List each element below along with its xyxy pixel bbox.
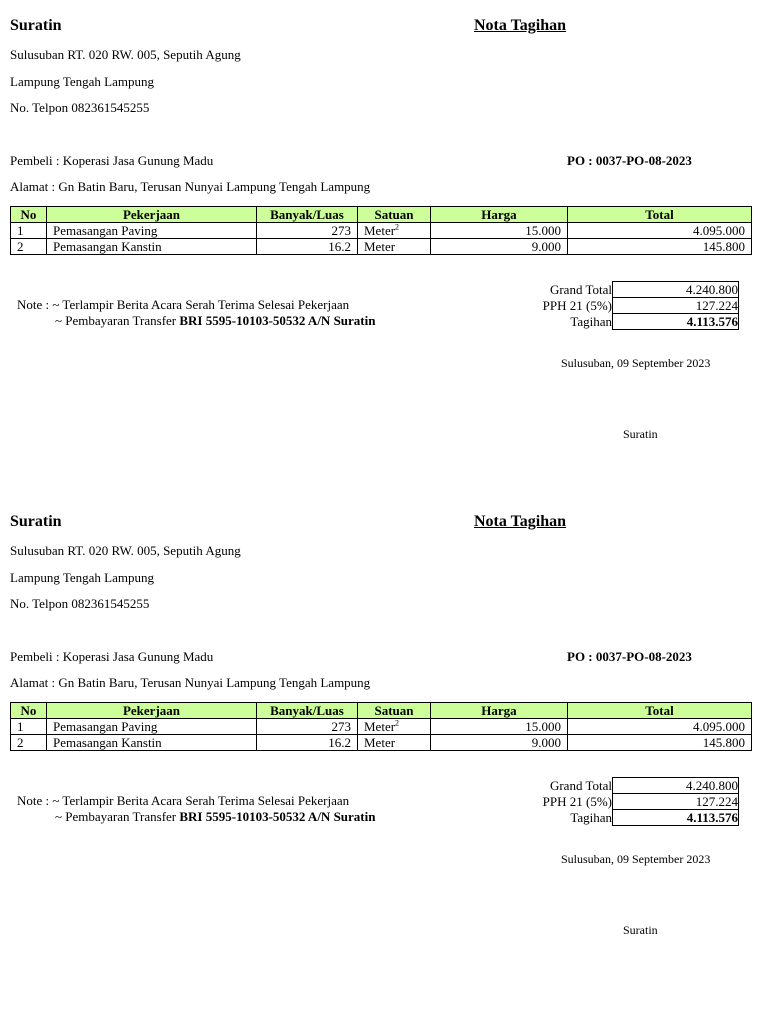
date-line: Sulusuban, 09 September 2023 — [561, 852, 711, 866]
tagihan-value: 4.113.576 — [613, 314, 739, 330]
po-number: PO : 0037-PO-08-2023 — [567, 649, 692, 664]
satuan-text: Meter — [364, 735, 396, 750]
signature-name: Suratin — [623, 923, 658, 937]
po-number: PO : 0037-PO-08-2023 — [567, 153, 692, 168]
buyer-line: Pembeli : Koperasi Jasa Gunung Madu — [10, 153, 214, 168]
cell-total: 4.095.000 — [568, 223, 752, 239]
cell-satuan — [358, 239, 431, 255]
note-line1: Note : ~ Terlampir Berita Acara Serah Terima Selesai Pekerjaan — [17, 297, 350, 312]
document-title: Nota Tagihan — [474, 17, 567, 34]
table-row — [11, 223, 752, 239]
pph-value: 127.224 — [613, 794, 739, 810]
tagihan-label: Tagihan — [570, 810, 612, 825]
header-total: Total — [568, 703, 752, 719]
buyer-address: Alamat : Gn Batin Baru, Terusan Nunyai Lampung Tengah Lampung — [10, 179, 371, 194]
header-no: No — [11, 703, 47, 719]
pph-value: 127.224 — [613, 298, 739, 314]
pph-label: PPH 21 (5%) — [542, 298, 612, 313]
buyer-line: Pembeli : Koperasi Jasa Gunung Madu — [10, 649, 214, 664]
header-no: No — [11, 207, 47, 223]
cell-no: 2 — [11, 735, 47, 751]
grand-total-label: Grand Total — [549, 778, 612, 793]
cell-banyak: 273 — [257, 719, 358, 735]
cell-harga: 9.000 — [431, 735, 568, 751]
cell-harga: 15.000 — [431, 719, 568, 735]
buyer-address: Alamat : Gn Batin Baru, Terusan Nunyai Lampung Tengah Lampung — [10, 675, 371, 690]
tagihan-label: Tagihan — [570, 314, 612, 329]
tagihan-value: 4.113.576 — [613, 810, 739, 826]
company-address-line2: Lampung Tengah Lampung — [10, 570, 154, 585]
grand-total-row — [520, 778, 739, 794]
company-address-line1: Sulusuban RT. 020 RW. 005, Seputih Agung — [10, 47, 241, 62]
header-satuan: Satuan — [358, 703, 431, 719]
cell-harga: 9.000 — [431, 239, 568, 255]
bank-account: BRI 5595-10103-50532 A/N Suratin — [179, 313, 376, 328]
bank-account: BRI 5595-10103-50532 A/N Suratin — [179, 809, 376, 824]
invoice-copy-2 — [0, 496, 768, 992]
totals-table — [520, 281, 739, 330]
table-row — [11, 735, 752, 751]
grand-total-value: 4.240.800 — [613, 778, 739, 794]
table-header-row — [11, 207, 752, 223]
cell-pekerjaan: Pemasangan Paving — [47, 719, 257, 735]
header-banyak-luas: Banyak/Luas — [257, 703, 358, 719]
company-name: Suratin — [10, 513, 62, 530]
table-row — [11, 719, 752, 735]
header-pekerjaan: Pekerjaan — [47, 703, 257, 719]
cell-no: 1 — [11, 719, 47, 735]
cell-banyak: 273 — [257, 223, 358, 239]
company-phone: No. Telpon 082361545255 — [10, 596, 150, 611]
tagihan-row — [520, 810, 739, 826]
header-total: Total — [568, 207, 752, 223]
date-line: Sulusuban, 09 September 2023 — [561, 356, 711, 370]
note-line2-prefix: ~ Pembayaran Transfer — [55, 809, 180, 824]
cell-pekerjaan: Pemasangan Paving — [47, 223, 257, 239]
cell-harga: 15.000 — [431, 223, 568, 239]
note-line2 — [55, 313, 375, 329]
note-line2 — [55, 809, 375, 825]
cell-banyak: 16.2 — [257, 735, 358, 751]
table-row — [11, 239, 752, 255]
header-harga: Harga — [431, 703, 568, 719]
tagihan-row — [520, 314, 739, 330]
note-line2-prefix: ~ Pembayaran Transfer — [55, 313, 180, 328]
items-table — [10, 702, 752, 751]
company-address-line1: Sulusuban RT. 020 RW. 005, Seputih Agung — [10, 543, 241, 558]
totals-table — [520, 777, 739, 826]
satuan-superscript: 2 — [395, 718, 400, 728]
cell-satuan — [358, 223, 431, 239]
satuan-text: Meter — [364, 719, 396, 734]
invoice-copy-1 — [0, 0, 768, 496]
company-address-line2: Lampung Tengah Lampung — [10, 74, 154, 89]
items-table — [10, 206, 752, 255]
pph-row — [520, 794, 739, 810]
cell-no: 1 — [11, 223, 47, 239]
signature-name: Suratin — [623, 427, 658, 441]
satuan-text: Meter — [364, 239, 396, 254]
cell-satuan — [358, 719, 431, 735]
header-satuan: Satuan — [358, 207, 431, 223]
cell-satuan — [358, 735, 431, 751]
table-header-row — [11, 703, 752, 719]
company-phone: No. Telpon 082361545255 — [10, 100, 150, 115]
satuan-text: Meter — [364, 223, 396, 238]
cell-pekerjaan: Pemasangan Kanstin — [47, 735, 257, 751]
header-banyak-luas: Banyak/Luas — [257, 207, 358, 223]
satuan-superscript: 2 — [395, 222, 400, 232]
cell-total: 145.800 — [568, 735, 752, 751]
cell-total: 145.800 — [568, 239, 752, 255]
pph-row — [520, 298, 739, 314]
header-harga: Harga — [431, 207, 568, 223]
note-line1: Note : ~ Terlampir Berita Acara Serah Terima Selesai Pekerjaan — [17, 793, 350, 808]
grand-total-label: Grand Total — [549, 282, 612, 297]
document-title: Nota Tagihan — [474, 513, 567, 530]
header-pekerjaan: Pekerjaan — [47, 207, 257, 223]
cell-total: 4.095.000 — [568, 719, 752, 735]
company-name: Suratin — [10, 17, 62, 34]
grand-total-value: 4.240.800 — [613, 282, 739, 298]
cell-pekerjaan: Pemasangan Kanstin — [47, 239, 257, 255]
grand-total-row — [520, 282, 739, 298]
pph-label: PPH 21 (5%) — [542, 794, 612, 809]
cell-banyak: 16.2 — [257, 239, 358, 255]
cell-no: 2 — [11, 239, 47, 255]
